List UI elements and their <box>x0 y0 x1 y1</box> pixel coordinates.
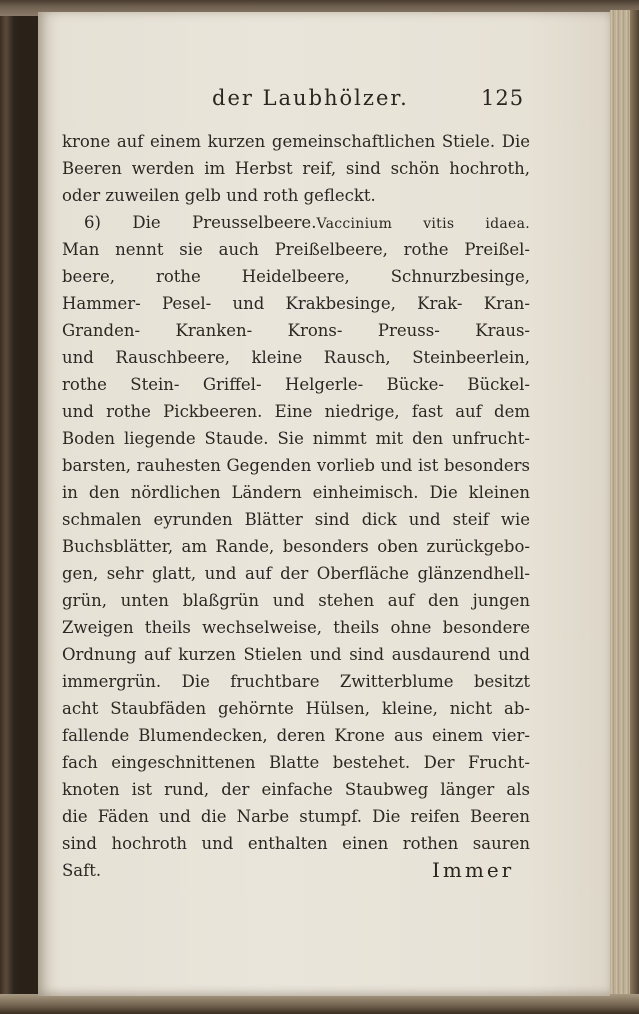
text-line: Boden liegende Staude. Sie nimmt mit den unfrucht- <box>62 429 530 448</box>
text-line: und rothe Pickbeeren. Eine niedrige, fast auf dem <box>62 402 530 421</box>
text-line: Granden- Kranken- Krons- Preuss- Kraus- <box>62 321 530 340</box>
text-line: barsten, rauhesten Gegenden vorlieb und ist besonders <box>62 456 530 475</box>
text-line: rothe Stein- Griffel- Helgerle- Bücke- Bückel- <box>62 375 530 394</box>
text-line: grün, unten blaßgrün und stehen auf den jungen <box>62 591 530 610</box>
text-line: beere, rothe Heidelbeere, Schnurzbesinge, <box>62 267 530 286</box>
text-line: die Fäden und die Narbe stumpf. Die reifen Beeren <box>62 807 530 826</box>
book-bottom-edge <box>0 994 639 1014</box>
text-line-entry-heading <box>62 209 530 236</box>
text-line: Beeren werden im Herbst reif, sind schön hochroth, <box>62 159 530 178</box>
text-line: Ordnung auf kurzen Stielen und sind ausdaurend und <box>62 645 530 664</box>
running-head: der Laubhölzer. <box>212 86 409 110</box>
text-line: Buchsblätter, am Rande, besonders oben zurückgebo- <box>62 537 530 556</box>
text-line: Saft. <box>62 861 102 880</box>
text-line: fach eingeschnittenen Blatte bestehet. Der Frucht- <box>62 753 530 772</box>
page-edges-right <box>610 10 639 1014</box>
text-line: gen, sehr glatt, und auf der Oberfläche glänzendhell- <box>62 564 530 583</box>
body-text <box>62 128 530 884</box>
text-line: und Rauschbeere, kleine Rausch, Steinbeerlein, <box>62 348 530 367</box>
text-line: acht Staubfäden gehörnte Hülsen, kleine, nicht ab- <box>62 699 530 718</box>
entry-heading: 6) Die Preusselbeere. <box>84 213 317 232</box>
text-line: in den nördlichen Ländern einheimisch. Die kleinen <box>62 483 530 502</box>
text-line: Man nennt sie auch Preißelbeere, rothe Preißel- <box>62 240 530 259</box>
text-line: sind hochroth und enthalten einen rothen sauren <box>62 834 530 853</box>
text-line: knoten ist rund, der einfache Staubweg länger als <box>62 780 530 799</box>
text-line: krone auf einem kurzen gemeinschaftlichen Stiele. Die <box>62 132 530 151</box>
text-line: oder zuweilen gelb und roth gefleckt. <box>62 186 376 205</box>
text-line: fallende Blumendecken, deren Krone aus einem vier- <box>62 726 530 745</box>
text-line: Hammer- Pesel- und Krakbesinge, Krak- Kran- <box>62 294 530 313</box>
text-line: immergrün. Die fruchtbare Zwitterblume besitzt <box>62 672 530 691</box>
text-line: Zweigen theils wechselweise, theils ohne besondere <box>62 618 530 637</box>
page-number: 125 <box>481 86 525 110</box>
catchword: Immer <box>432 858 515 882</box>
text-line: schmalen eyrunden Blätter sind dick und steif wie <box>62 510 530 529</box>
latin-name: Vaccinium vitis idaea. <box>316 216 530 232</box>
page-header <box>38 86 610 116</box>
